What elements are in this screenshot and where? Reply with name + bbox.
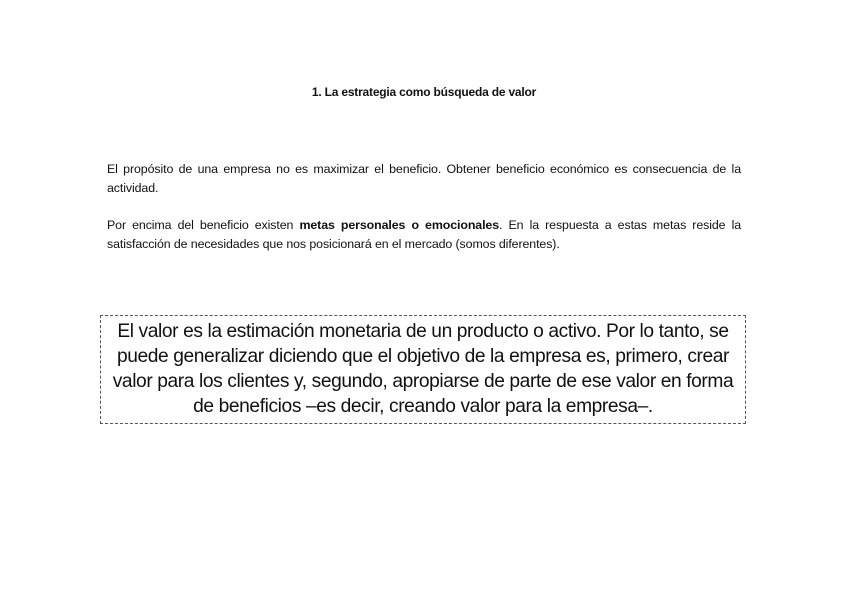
value-definition-callout: El valor es la estimación monetaria de un producto o activo. Por lo tanto, se puede generalizar diciendo que el objetivo de la empresa es, primero, crear valor para los clientes y, segundo, apropiarse de parte de ese valor en forma de beneficios –es decir, creando valor para la empresa–. [100, 315, 746, 424]
paragraph-purpose: El propósito de una empresa no es maximizar el beneficio. Obtener beneficio económico es consecuencia de la actividad. [107, 162, 741, 195]
section-heading: 1. La estrategia como búsqueda de valor [311, 85, 537, 99]
paragraph-goals-emphasis: metas personales o emocionales [299, 218, 500, 233]
paragraph-goals-text-start: Por encima del beneficio existen [107, 218, 300, 233]
paragraph-goals-text-end: . En la respuesta a estas metas reside la satisfacción de necesidades que nos posicionará en el mercado (somos diferentes). [107, 218, 742, 251]
paragraph-goals [107, 216, 741, 253]
